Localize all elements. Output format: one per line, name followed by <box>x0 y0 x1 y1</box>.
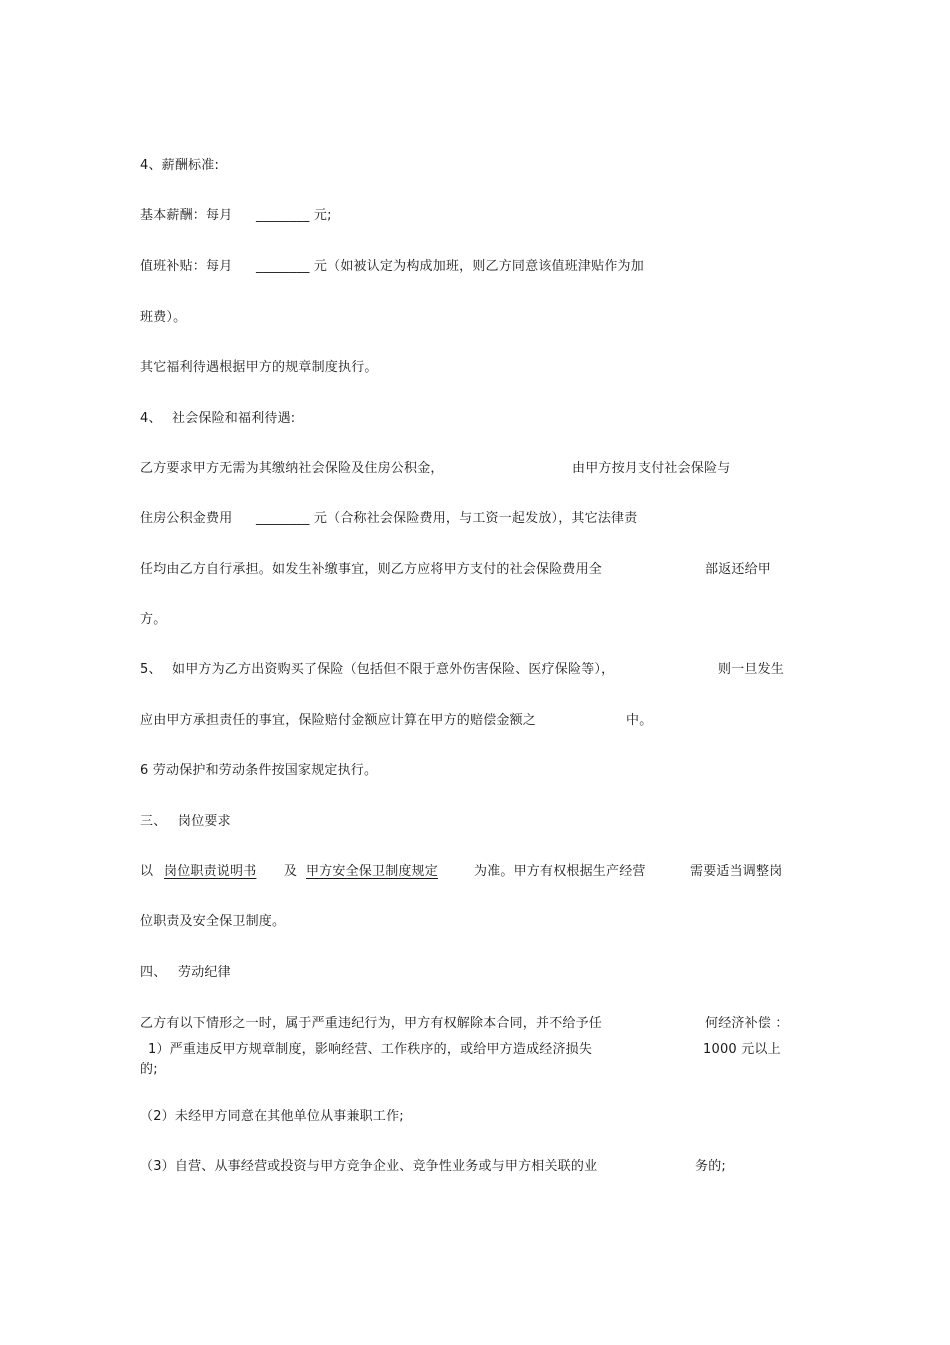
social-insurance-text-3: 方。 <box>140 612 167 627</box>
security-rules-reference: 甲方安全保卫制度规定 <box>306 864 439 879</box>
duty-allowance-value: ________ 元（如被认定为构成加班，则乙方同意该值班津贴作为加 <box>256 259 644 274</box>
insurance-text-2b: 中。 <box>626 713 653 728</box>
duty-allowance-label: 值班补贴：每月 <box>140 259 233 274</box>
duty-allowance-continued: 班费）。 <box>140 310 187 325</box>
job-description-reference: 岗位职责说明书 <box>164 864 257 879</box>
social-insurance-text-1a: 乙方要求甲方无需为其缴纳社会保险及住房公积金， <box>140 461 444 476</box>
social-insurance-number: 4、 <box>140 411 162 426</box>
social-insurance-heading: 社会保险和福利待遇: <box>172 411 296 426</box>
post-req-text-1f: 需要适当调整岗 <box>690 864 783 879</box>
insurance-text-2a: 应由甲方承担责任的事宜，保险赔付金额应计算在甲方的赔偿金额之 <box>140 713 537 728</box>
section-four-number: 四、 <box>140 965 167 980</box>
salary-heading: 4、薪酬标准: <box>140 158 220 173</box>
housing-fund-value: ________ 元（合称社会保险费用，与工资一起发放），其它法律责 <box>256 511 638 526</box>
labor-protection-text: 6 劳动保护和劳动条件按国家规定执行。 <box>140 763 378 778</box>
insurance-text-1a: 如甲方为乙方出资购买了保险（包括但不限于意外伤害保险、医疗保险等）， <box>172 662 615 677</box>
discipline-item-1-continued: 的; <box>140 1062 158 1077</box>
social-insurance-text-2b: 部返还给甲 <box>705 562 772 577</box>
social-insurance-text-1b: 由甲方按月支付社会保险与 <box>572 461 731 476</box>
section-three-heading: 岗位要求 <box>178 814 231 829</box>
housing-fund-label: 住房公积金费用 <box>140 511 233 526</box>
post-req-text-1e: 为准。甲方有权根据生产经营 <box>474 864 646 879</box>
post-req-text-1a: 以 <box>140 864 154 879</box>
discipline-item-3b: 务的; <box>695 1159 726 1174</box>
post-req-text-2: 位职责及安全保卫制度。 <box>140 914 286 929</box>
discipline-item-2: （2）未经甲方同意在其他单位从事兼职工作; <box>140 1109 404 1124</box>
social-insurance-text-2a: 任均由乙方自行承担。如发生补缴事宜，则乙方应将甲方支付的社会保险费用全 <box>140 562 603 577</box>
discipline-item-1b: 1000 元以上 <box>703 1042 781 1057</box>
base-salary-value: ________ 元; <box>256 208 332 223</box>
post-req-text-1c: 及 <box>284 864 298 879</box>
section-four-heading: 劳动纪律 <box>178 965 231 980</box>
base-salary-label: 基本薪酬：每月 <box>140 208 233 223</box>
discipline-text-1a: 乙方有以下情形之一时，属于严重违纪行为，甲方有权解除本合同，并不给予任 <box>140 1016 603 1031</box>
section-three-number: 三、 <box>140 814 167 829</box>
insurance-text-1b: 则一旦发生 <box>718 662 785 677</box>
other-benefits-text: 其它福利待遇根据甲方的规章制度执行。 <box>140 360 378 375</box>
insurance-number: 5、 <box>140 662 162 677</box>
discipline-item-1a: 1）严重违反甲方规章制度，影响经营、工作秩序的，或给甲方造成经济损失 <box>148 1042 593 1057</box>
discipline-text-1b: 何经济补偿 ： <box>705 1016 789 1031</box>
discipline-item-3a: （3）自营、从事经营或投资与甲方竞争企业、竞争性业务或与甲方相关联的业 <box>140 1159 598 1174</box>
